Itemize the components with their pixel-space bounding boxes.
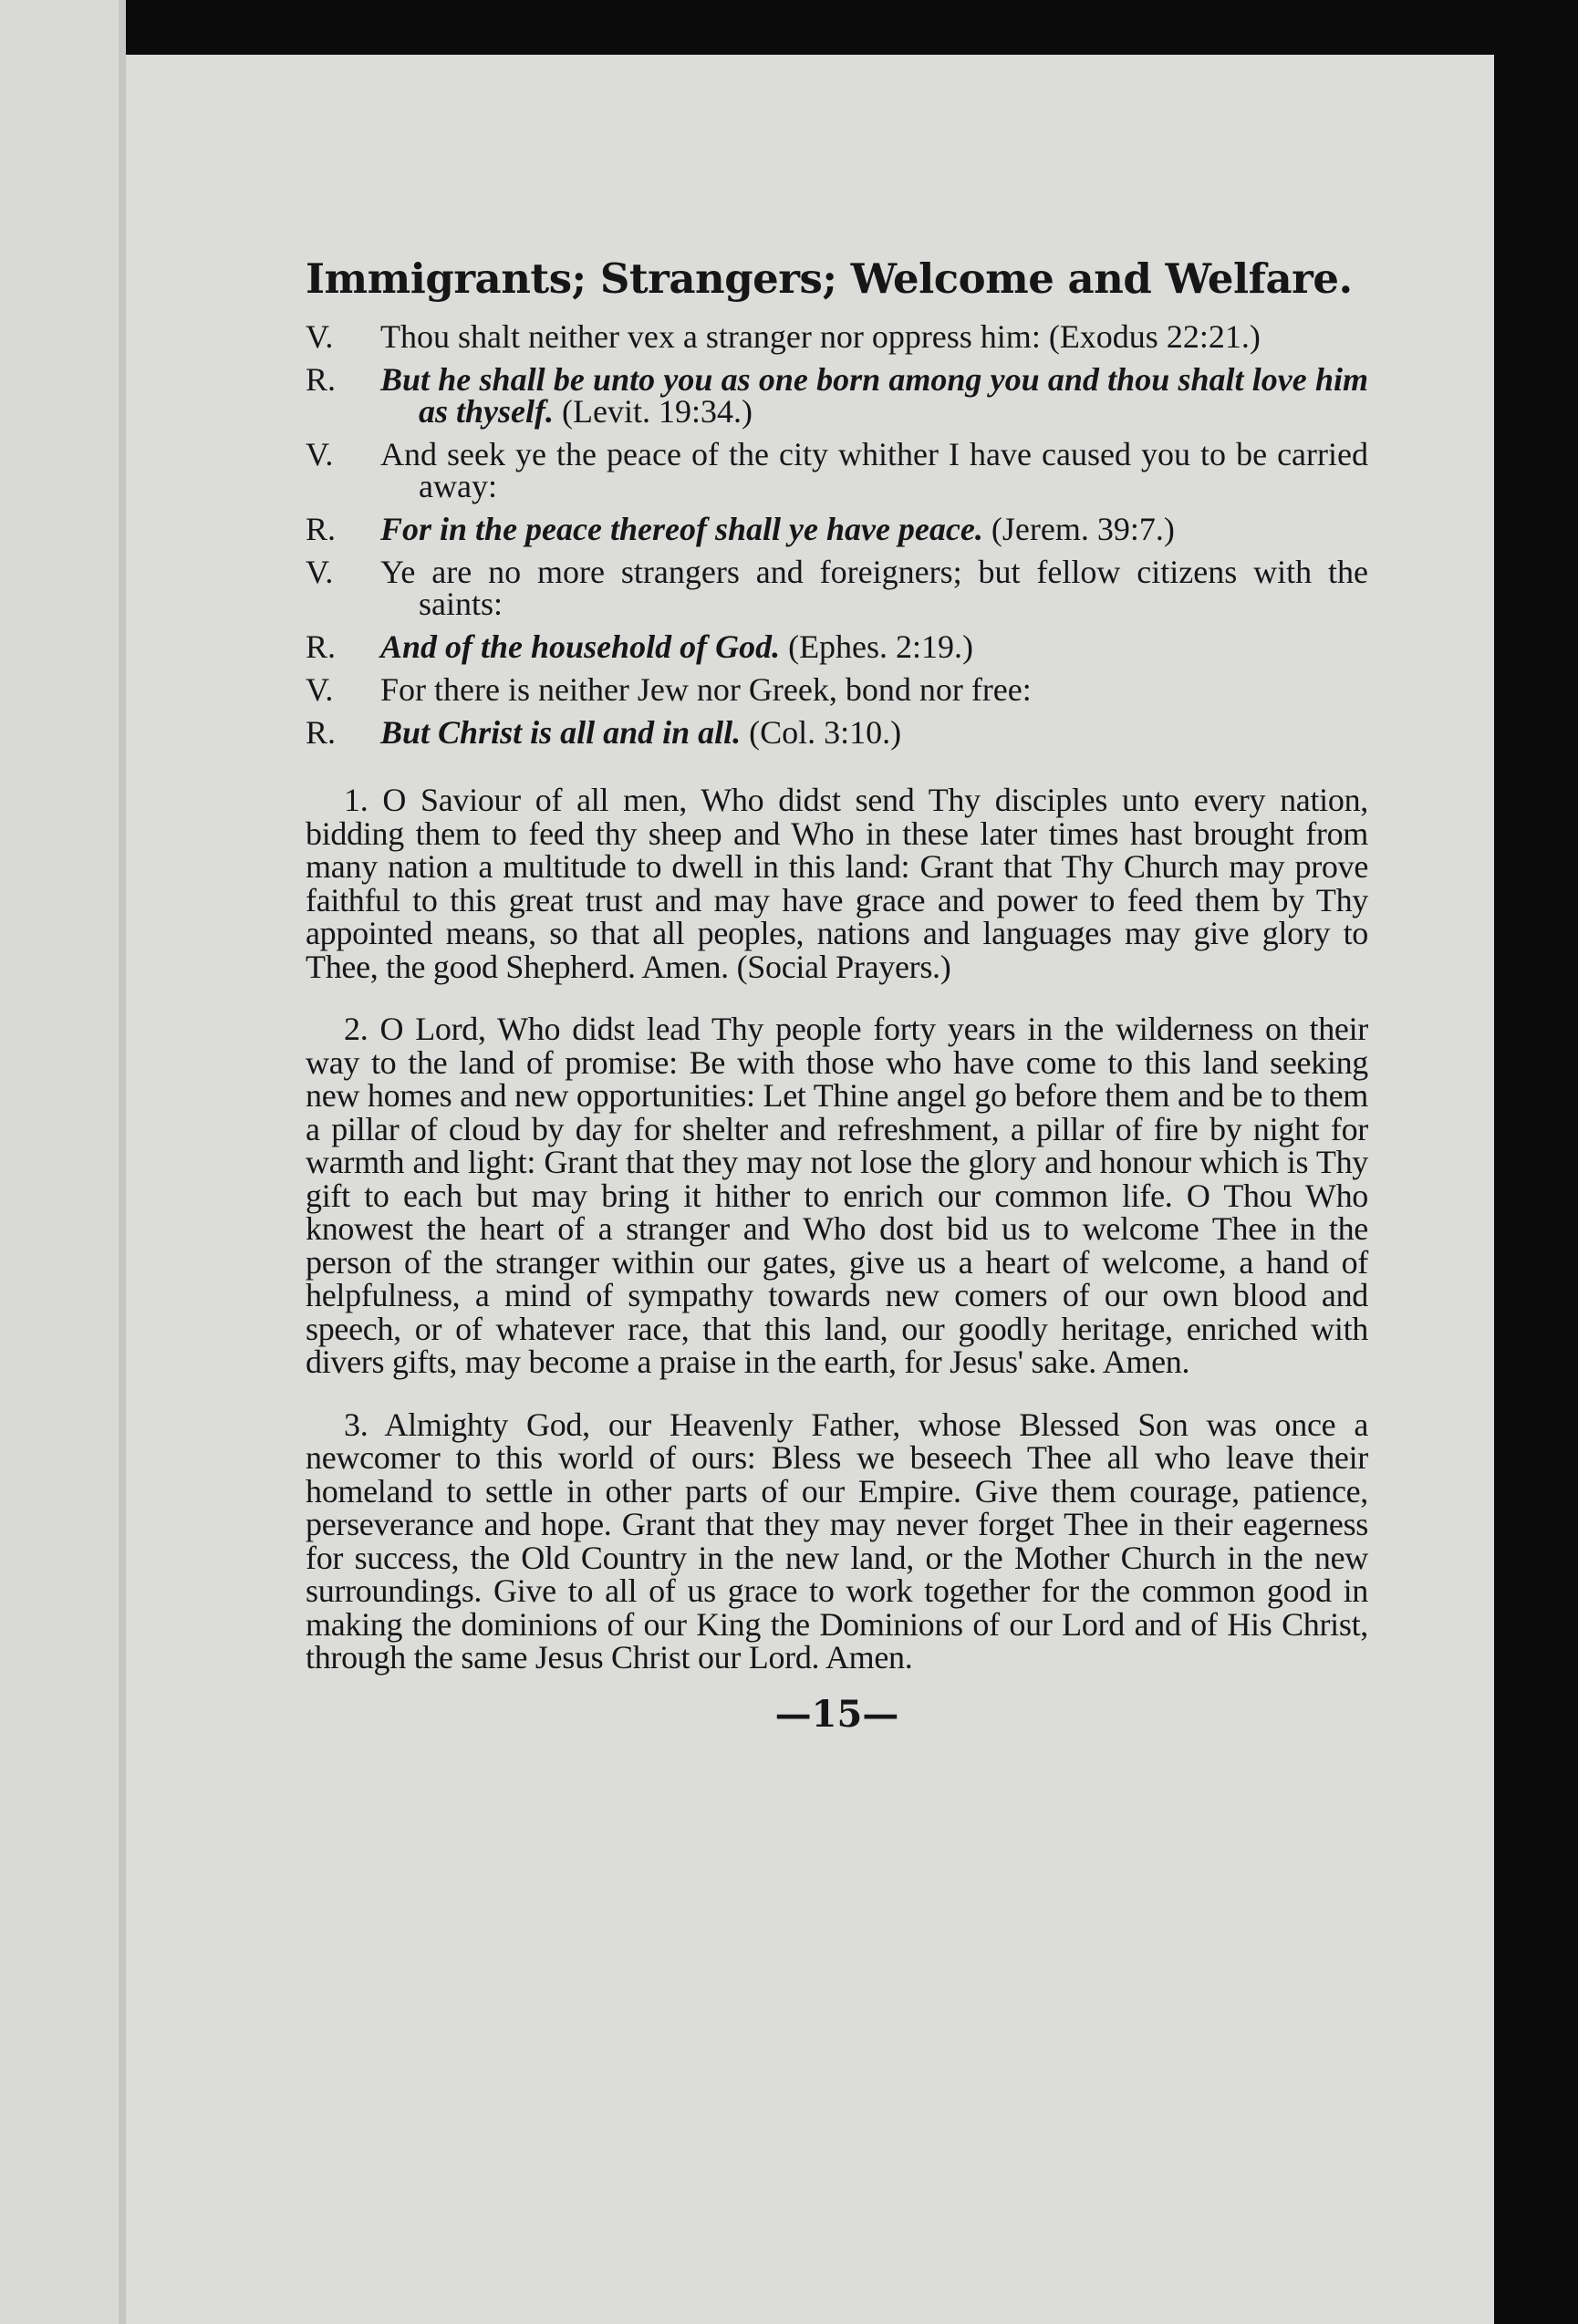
verse-row: [306, 318, 1368, 355]
verse-emphasis: And of the household of God.: [380, 628, 781, 665]
verse-text: [380, 671, 1368, 708]
verse-emphasis: But Christ is all and in all.: [380, 714, 742, 751]
verse-plain: And seek ye the peace of the city whither I have caused you to be carried away:: [380, 436, 1368, 504]
verse-mark: R.: [306, 628, 337, 665]
verse-text: [380, 511, 1368, 547]
verse-plain: Thou shalt neither vex a stranger nor oppress him:: [380, 318, 1041, 355]
verse-text: [380, 318, 1368, 355]
verse-emphasis: For in the peace thereof shall ye have peace.: [380, 511, 983, 547]
verse-emphasis: But he shall be unto you as one born among you and thou shalt love him as thyself.: [380, 361, 1368, 430]
verse-mark: R.: [306, 361, 337, 398]
verse-row: [306, 671, 1368, 708]
verse-mark: R.: [306, 714, 337, 751]
verse-row: [306, 361, 1368, 430]
verse-mark: V.: [306, 554, 334, 590]
verse-reference: (Jerem. 39:7.): [991, 511, 1175, 547]
verse-mark: V.: [306, 436, 334, 472]
page-content: [306, 254, 1368, 1736]
prayer-2: 2. O Lord, Who didst lead Thy people forty years in the wilderness on their way to the land of promise: Be with those who have come to this land seeking new homes and new opportunities: Let Thine angel go before them and be to them a pillar of cloud by day for shelter and refreshment, a pillar of fire by night for warmth and light: Grant that they may not lose the glory and honour which is Thy gift to each but may bring it hither to enrich our common life. O Thou Who knowest the heart of a stranger and Who dost bid us to welcome Thee in the person of the stranger within our gates, give us a heart of welcome, a hand of helpfulness, a mind of sympathy towards new comers of our own blood and speech, or of whatever race, that this land, our goodly heritage, enriched with divers gifts, may become a praise in the earth, for Jesus' sake. Amen.: [306, 1011, 1368, 1380]
verse-reference: (Col. 3:10.): [749, 714, 902, 751]
verse-row: [306, 556, 1368, 620]
verse-row: [306, 714, 1368, 751]
prayer-3: 3. Almighty God, our Heavenly Father, whose Blessed Son was once a newcomer to this world of ours: Bless we beseech Thee all who leave their homeland to settle in other parts of our Empire. Give them courage, patience, perseverance and hope. Grant that they may never forget Thee in their eagerness for success, the Old Country in the new land, or the Mother Church in the new surroundings. Give to all of us grace to work together for the common good in making the dominions of our King the Dominions of our Lord and of His Christ, through the same Jesus Christ our Lord. Amen.: [306, 1406, 1368, 1676]
verse-mark: V.: [306, 318, 334, 355]
verse-row: [306, 511, 1368, 547]
document-page: [126, 55, 1494, 2324]
verse-text: [380, 361, 1368, 430]
verse-text: [380, 436, 1368, 504]
verse-text: [380, 556, 1368, 620]
page-title: Immigrants; Strangers; Welcome and Welfare.: [306, 254, 1353, 303]
verse-mark: V.: [306, 671, 334, 708]
page-gutter: [119, 0, 126, 2324]
responsive-verses: [306, 318, 1368, 751]
scan-left-margin: [0, 0, 119, 2324]
verse-reference: (Ephes. 2:19.): [788, 628, 974, 665]
verse-plain: Ye are no more strangers and foreigners; but fellow citizens with the saints:: [380, 554, 1368, 622]
prayer-1: 1. O Saviour of all men, Who didst send Thy disciples unto every nation, bidding them to feed thy sheep and Who in these later times hast brought from many nation a multitude to dwell in this land: Grant that Thy Church may prove faithful to this great trust and may have grace and power to feed them by Thy appointed means, so that all peoples, nations and languages may give glory to Thee, the good Shepherd. Amen. (Social Prayers.): [306, 782, 1368, 985]
page-number: —15—: [774, 1692, 899, 1736]
verse-reference: (Levit. 19:34.): [562, 393, 753, 430]
verse-plain: For there is neither Jew nor Greek, bond nor free:: [380, 671, 1032, 708]
verse-text: [380, 628, 1368, 665]
verse-text: [380, 714, 1368, 751]
verse-reference: (Exodus 22:21.): [1048, 318, 1261, 355]
verse-mark: R.: [306, 511, 337, 547]
prayers: [306, 783, 1368, 1675]
verse-row: [306, 628, 1368, 665]
verse-row: [306, 436, 1368, 504]
